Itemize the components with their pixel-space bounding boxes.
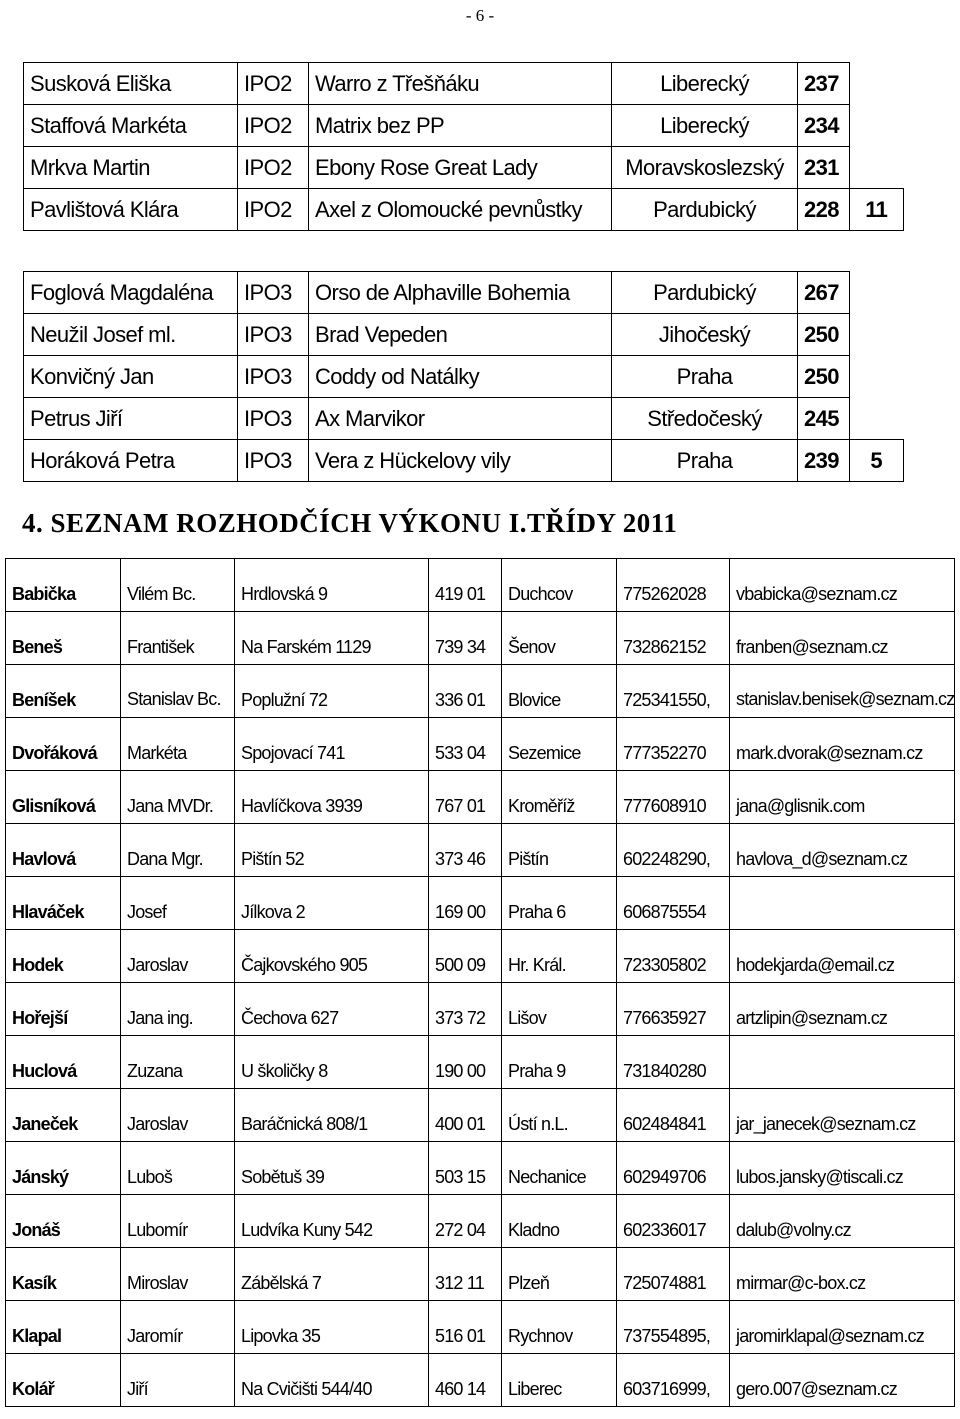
judge-phone: 606875554 — [617, 877, 730, 930]
handler-name: Mrkva Martin — [24, 147, 238, 189]
judge-first-name: Stanislav Bc. — [121, 665, 235, 718]
judge-phone: 775262028 — [617, 559, 730, 612]
table-row — [6, 1089, 955, 1142]
judge-street: Pištín 52 — [235, 824, 429, 877]
judge-zip: 739 34 — [429, 612, 502, 665]
region: Moravskoslezský — [612, 147, 798, 189]
handler-name: Staffová Markéta — [24, 105, 238, 147]
region: Praha — [612, 356, 798, 398]
points: 267 — [798, 272, 850, 314]
region: Středočeský — [612, 398, 798, 440]
judge-first-name: Vilém Bc. — [121, 559, 235, 612]
judge-first-name: Miroslav — [121, 1248, 235, 1301]
table-row — [6, 1301, 955, 1354]
points: 245 — [798, 398, 850, 440]
table-row — [6, 1354, 955, 1407]
judge-email: vbabicka@seznam.cz — [730, 559, 955, 612]
table-row — [6, 718, 955, 771]
judge-surname: Janeček — [6, 1089, 121, 1142]
judge-street: Zábělská 7 — [235, 1248, 429, 1301]
table-row — [6, 930, 955, 983]
judge-street: Havlíčkova 3939 — [235, 771, 429, 824]
judge-zip: 272 04 — [429, 1195, 502, 1248]
judge-email — [730, 877, 955, 930]
dog-name: Vera z Hückelovy vily — [309, 440, 612, 482]
region: Pardubický — [612, 272, 798, 314]
region: Liberecký — [612, 63, 798, 105]
judge-surname: Havlová — [6, 824, 121, 877]
judge-street: Na Farském 1129 — [235, 612, 429, 665]
judge-city: Praha 6 — [502, 877, 617, 930]
judge-email: gero.007@seznam.cz — [730, 1354, 955, 1407]
judge-surname: Kolář — [6, 1354, 121, 1407]
judge-street: Čechova 627 — [235, 983, 429, 1036]
judge-city: Pištín — [502, 824, 617, 877]
table-row — [6, 824, 955, 877]
judge-email: stanislav.benisek@seznam.cz — [730, 665, 955, 718]
table-row — [24, 314, 904, 356]
judge-first-name: Jana ing. — [121, 983, 235, 1036]
points: 239 — [798, 440, 850, 482]
exam-level: IPO3 — [238, 440, 309, 482]
judge-first-name: Markéta — [121, 718, 235, 771]
judge-surname: Dvořáková — [6, 718, 121, 771]
table-row — [6, 665, 955, 718]
table-row — [6, 771, 955, 824]
judge-first-name: Jaromír — [121, 1301, 235, 1354]
judge-zip: 767 01 — [429, 771, 502, 824]
judge-zip: 373 46 — [429, 824, 502, 877]
judge-street: Poplužní 72 — [235, 665, 429, 718]
handler-name: Pavlištová Klára — [24, 189, 238, 231]
judge-zip: 419 01 — [429, 559, 502, 612]
judge-city: Plzeň — [502, 1248, 617, 1301]
judge-first-name: Zuzana — [121, 1036, 235, 1089]
judge-street: Lipovka 35 — [235, 1301, 429, 1354]
table-row — [6, 877, 955, 930]
judge-surname: Jánský — [6, 1142, 121, 1195]
judge-street: Čajkovského 905 — [235, 930, 429, 983]
judge-zip: 312 11 — [429, 1248, 502, 1301]
judge-email: hodekjarda@email.cz — [730, 930, 955, 983]
judge-city: Hr. Král. — [502, 930, 617, 983]
judge-surname: Hlaváček — [6, 877, 121, 930]
judge-first-name: Jana MVDr. — [121, 771, 235, 824]
judge-city: Kladno — [502, 1195, 617, 1248]
results-table-ipo2 — [23, 62, 904, 231]
points: 250 — [798, 356, 850, 398]
dog-name: Warro z Třešňáku — [309, 63, 612, 105]
judge-phone: 725074881 — [617, 1248, 730, 1301]
judge-street: Sobětuš 39 — [235, 1142, 429, 1195]
judge-surname: Glisníková — [6, 771, 121, 824]
table-row — [6, 1142, 955, 1195]
team-rank: 11 — [850, 189, 904, 231]
dog-name: Matrix bez PP — [309, 105, 612, 147]
exam-level: IPO3 — [238, 314, 309, 356]
points: 234 — [798, 105, 850, 147]
judge-phone: 602336017 — [617, 1195, 730, 1248]
table-row — [6, 1195, 955, 1248]
judge-phone: 737554895, — [617, 1301, 730, 1354]
judge-email: jar_janecek@seznam.cz — [730, 1089, 955, 1142]
judge-phone: 603716999, — [617, 1354, 730, 1407]
judge-surname: Babička — [6, 559, 121, 612]
judge-city: Sezemice — [502, 718, 617, 771]
exam-level: IPO3 — [238, 272, 309, 314]
judge-zip: 460 14 — [429, 1354, 502, 1407]
judge-city: Kroměříž — [502, 771, 617, 824]
judge-phone: 777608910 — [617, 771, 730, 824]
judge-zip: 169 00 — [429, 877, 502, 930]
judge-first-name: Josef — [121, 877, 235, 930]
region: Jihočeský — [612, 314, 798, 356]
judge-street: Ludvíka Kuny 542 — [235, 1195, 429, 1248]
points: 250 — [798, 314, 850, 356]
judge-zip: 533 04 — [429, 718, 502, 771]
judge-street: Jílkova 2 — [235, 877, 429, 930]
points: 228 — [798, 189, 850, 231]
judge-email: franben@seznam.cz — [730, 612, 955, 665]
judge-zip: 190 00 — [429, 1036, 502, 1089]
judge-surname: Hořejší — [6, 983, 121, 1036]
handler-name: Konvičný Jan — [24, 356, 238, 398]
exam-level: IPO3 — [238, 398, 309, 440]
judge-phone: 723305802 — [617, 930, 730, 983]
table-row — [24, 272, 904, 314]
judge-phone: 725341550, — [617, 665, 730, 718]
judge-surname: Jonáš — [6, 1195, 121, 1248]
judge-email: jana@glisnik.com — [730, 771, 955, 824]
judge-email — [730, 1036, 955, 1089]
handler-name: Susková Eliška — [24, 63, 238, 105]
judge-first-name: Lubomír — [121, 1195, 235, 1248]
judge-zip: 336 01 — [429, 665, 502, 718]
judge-city: Rychnov — [502, 1301, 617, 1354]
exam-level: IPO2 — [238, 63, 309, 105]
judge-street: U školičky 8 — [235, 1036, 429, 1089]
judge-city: Praha 9 — [502, 1036, 617, 1089]
dog-name: Coddy od Natálky — [309, 356, 612, 398]
judge-phone: 776635927 — [617, 983, 730, 1036]
judge-email: jaromirklapal@seznam.cz — [730, 1301, 955, 1354]
judge-first-name: Jaroslav — [121, 930, 235, 983]
points: 231 — [798, 147, 850, 189]
handler-name: Horáková Petra — [24, 440, 238, 482]
exam-level: IPO3 — [238, 356, 309, 398]
region: Pardubický — [612, 189, 798, 231]
judge-first-name: František — [121, 612, 235, 665]
table-row — [24, 398, 904, 440]
table-row — [6, 1248, 955, 1301]
judge-street: Baráčnická 808/1 — [235, 1089, 429, 1142]
judge-email: artzlipin@seznam.cz — [730, 983, 955, 1036]
judge-first-name: Luboš — [121, 1142, 235, 1195]
table-row — [24, 147, 904, 189]
judge-surname: Klapal — [6, 1301, 121, 1354]
empty-cell — [850, 398, 904, 440]
judge-zip: 373 72 — [429, 983, 502, 1036]
region: Liberecký — [612, 105, 798, 147]
dog-name: Brad Vepeden — [309, 314, 612, 356]
judge-first-name: Jaroslav — [121, 1089, 235, 1142]
judge-zip: 400 01 — [429, 1089, 502, 1142]
judge-surname: Kasík — [6, 1248, 121, 1301]
table-row — [24, 440, 904, 482]
judge-zip: 516 01 — [429, 1301, 502, 1354]
judge-phone: 777352270 — [617, 718, 730, 771]
judge-city: Šenov — [502, 612, 617, 665]
judge-surname: Beneš — [6, 612, 121, 665]
judge-phone: 602484841 — [617, 1089, 730, 1142]
judge-email: lubos.jansky@tiscali.cz — [730, 1142, 955, 1195]
judges-table — [5, 558, 955, 1407]
exam-level: IPO2 — [238, 105, 309, 147]
judge-city: Nechanice — [502, 1142, 617, 1195]
empty-cell — [850, 105, 904, 147]
judge-email: dalub@volny.cz — [730, 1195, 955, 1248]
judge-street: Spojovací 741 — [235, 718, 429, 771]
empty-cell — [850, 314, 904, 356]
points: 237 — [798, 63, 850, 105]
page-number: - 6 - — [465, 6, 495, 25]
judge-phone: 731840280 — [617, 1036, 730, 1089]
judge-phone: 602949706 — [617, 1142, 730, 1195]
results-table-ipo3 — [23, 271, 904, 482]
region: Praha — [612, 440, 798, 482]
table-row — [6, 559, 955, 612]
dog-name: Orso de Alphaville Bohemia — [309, 272, 612, 314]
table-row — [24, 356, 904, 398]
judge-city: Duchcov — [502, 559, 617, 612]
judge-email: havlova_d@seznam.cz — [730, 824, 955, 877]
team-rank: 5 — [850, 440, 904, 482]
judge-city: Ústí n.L. — [502, 1089, 617, 1142]
table-row — [6, 983, 955, 1036]
judge-surname: Huclová — [6, 1036, 121, 1089]
table-row — [24, 105, 904, 147]
judge-city: Blovice — [502, 665, 617, 718]
empty-cell — [850, 356, 904, 398]
table-row — [24, 63, 904, 105]
judge-email: mark.dvorak@seznam.cz — [730, 718, 955, 771]
empty-cell — [850, 63, 904, 105]
judge-first-name: Jiří — [121, 1354, 235, 1407]
judge-street: Hrdlovská 9 — [235, 559, 429, 612]
dog-name: Axel z Olomoucké pevnůstky — [309, 189, 612, 231]
judge-city: Liberec — [502, 1354, 617, 1407]
judge-zip: 503 15 — [429, 1142, 502, 1195]
judge-street: Na Cvičišti 544/40 — [235, 1354, 429, 1407]
handler-name: Foglová Magdaléna — [24, 272, 238, 314]
judge-phone: 602248290, — [617, 824, 730, 877]
judge-first-name: Dana Mgr. — [121, 824, 235, 877]
dog-name: Ebony Rose Great Lady — [309, 147, 612, 189]
handler-name: Petrus Jiří — [24, 398, 238, 440]
judge-zip: 500 09 — [429, 930, 502, 983]
judge-email: mirmar@c-box.cz — [730, 1248, 955, 1301]
handler-name: Neužil Josef ml. — [24, 314, 238, 356]
table-row — [6, 612, 955, 665]
empty-cell — [850, 272, 904, 314]
judge-city: Lišov — [502, 983, 617, 1036]
section-heading: 4. SEZNAM ROZHODČÍCH VÝKONU I.TŘÍDY 2011 — [22, 508, 678, 538]
judge-surname: Hodek — [6, 930, 121, 983]
dog-name: Ax Marvikor — [309, 398, 612, 440]
exam-level: IPO2 — [238, 189, 309, 231]
table-row — [6, 1036, 955, 1089]
judge-phone: 732862152 — [617, 612, 730, 665]
exam-level: IPO2 — [238, 147, 309, 189]
empty-cell — [850, 147, 904, 189]
judge-surname: Beníšek — [6, 665, 121, 718]
table-row — [24, 189, 904, 231]
